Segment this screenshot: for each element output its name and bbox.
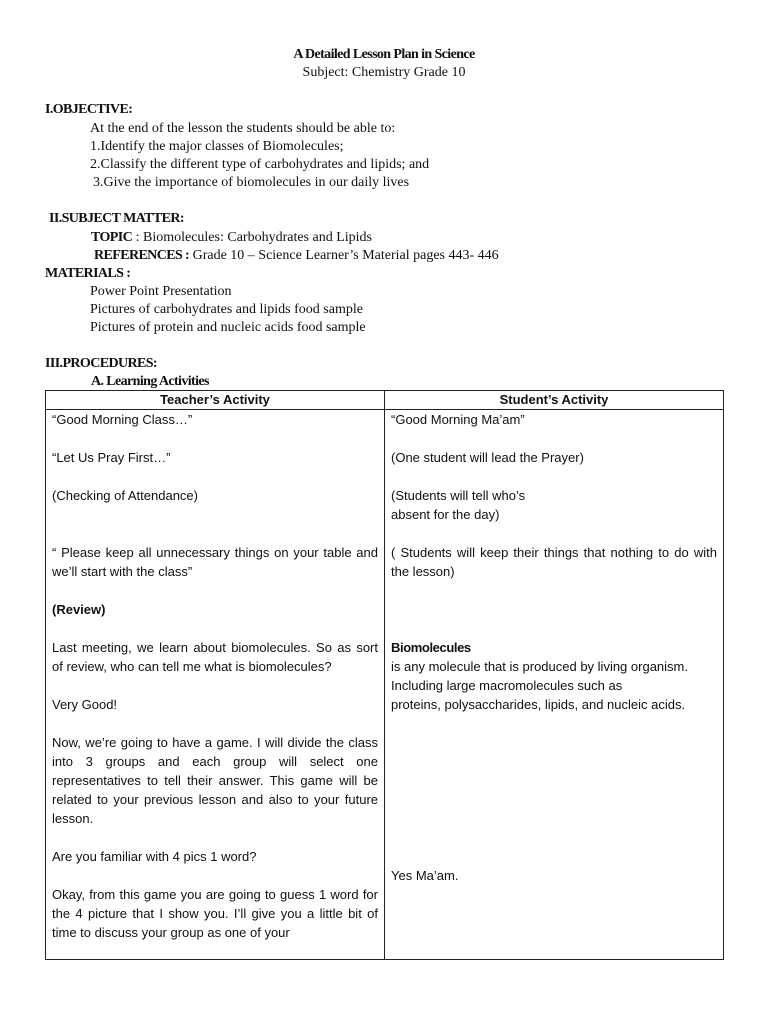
teacher-instruction: “ Please keep all unnecessary things on your table and we’ll start with the class” bbox=[52, 545, 378, 579]
table-header-row bbox=[46, 391, 724, 410]
teacher-review-label: (Review) bbox=[52, 602, 106, 617]
document-subject: Subject: Chemistry Grade 10 bbox=[302, 65, 466, 80]
student-biomolecules-def: Including large macromolecules such as bbox=[391, 678, 623, 693]
student-biomolecules-def: is any molecule that is produced by living organism. bbox=[391, 659, 688, 674]
references-value: Grade 10 – Science Learner’s Material pages 443- 446 bbox=[192, 248, 499, 263]
student-activity-cell bbox=[385, 410, 724, 960]
student-keep-things: ( Students will keep their things that nothing to do with the lesson) bbox=[391, 545, 717, 579]
teacher-praise: Very Good! bbox=[52, 697, 118, 712]
procedures-heading: III.PROCEDURES: bbox=[45, 356, 157, 371]
objective-item: 3.Give the importance of biomolecules in our daily lives bbox=[93, 175, 410, 190]
teacher-review-question: Last meeting, we learn about biomolecules. So as sort of review, who can tell me what is biomolecules? bbox=[52, 640, 378, 674]
student-biomolecules-def: proteins, polysaccharides, lipids, and nucleic acids. bbox=[391, 697, 686, 712]
learning-activities-heading: A. Learning Activities bbox=[91, 374, 209, 389]
objective-item: 2.Classify the different type of carbohydrates and lipids; and bbox=[90, 157, 430, 172]
student-prayer: (One student will lead the Prayer) bbox=[391, 450, 584, 465]
teacher-game-question: Are you familiar with 4 pics 1 word? bbox=[52, 849, 257, 864]
objective-item: 1.Identify the major classes of Biomolecules; bbox=[90, 139, 344, 154]
topic-value: : Biomolecules: Carbohydrates and Lipids bbox=[135, 230, 372, 245]
references-label: REFERENCES : bbox=[94, 248, 190, 263]
materials-heading: MATERIALS : bbox=[45, 266, 131, 281]
table-row bbox=[46, 410, 724, 960]
teacher-activity-cell bbox=[46, 410, 385, 960]
teacher-game-intro: Now, we’re going to have a game. I will divide the class into 3 groups and each group will select one representatives to tell their answer. This game will be related to your previous lesson and also to your future lesson. bbox=[52, 735, 378, 826]
objective-heading: I.OBJECTIVE: bbox=[45, 102, 133, 117]
teacher-column-header: Teacher’s Activity bbox=[46, 391, 385, 410]
teacher-prayer: “Let Us Pray First…” bbox=[52, 450, 171, 465]
activity-table bbox=[45, 390, 724, 960]
student-attendance: (Students will tell who’s bbox=[391, 488, 526, 503]
teacher-attendance: (Checking of Attendance) bbox=[52, 488, 198, 503]
materials-item: Power Point Presentation bbox=[90, 284, 232, 299]
student-attendance-cont: absent for the day) bbox=[391, 507, 500, 522]
teacher-game-instructions: Okay, from this game you are going to guess 1 word for the 4 picture that I show you. I’ll give you a little bit of time to discuss your group as one of your bbox=[52, 887, 378, 940]
references-line bbox=[94, 247, 499, 265]
topic-label: TOPIC bbox=[91, 230, 133, 245]
student-biomolecules-title: Biomolecules bbox=[391, 640, 471, 655]
subject-matter-heading: II.SUBJECT MATTER: bbox=[49, 211, 184, 226]
student-column-header: Student’s Activity bbox=[385, 391, 724, 410]
student-greeting: “Good Morning Ma’am” bbox=[391, 412, 525, 427]
document-title: A Detailed Lesson Plan in Science bbox=[293, 47, 475, 62]
materials-item: Pictures of protein and nucleic acids food sample bbox=[90, 320, 366, 335]
topic-line bbox=[91, 229, 372, 247]
objective-intro: At the end of the lesson the students should be able to: bbox=[90, 121, 396, 136]
student-yes-answer: Yes Ma’am. bbox=[391, 868, 459, 883]
teacher-greeting: “Good Morning Class…” bbox=[52, 412, 193, 427]
materials-item: Pictures of carbohydrates and lipids food sample bbox=[90, 302, 363, 317]
